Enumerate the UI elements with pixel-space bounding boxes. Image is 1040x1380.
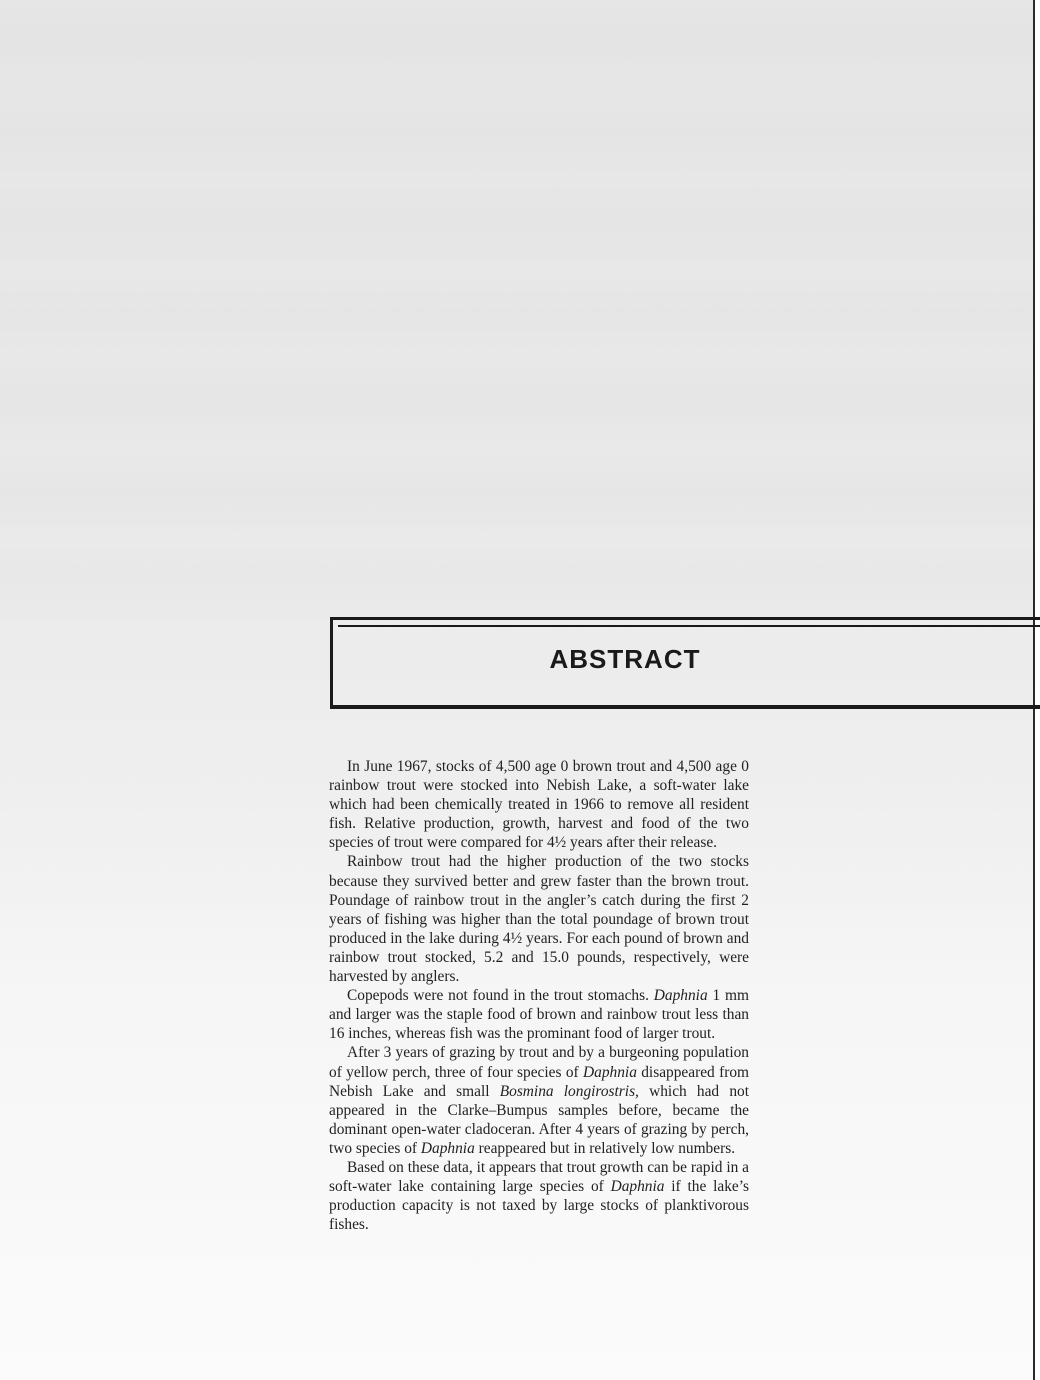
text-run: which had not appeared in the Clarke–Bumpus samples before, became the dominant open-water cladoceran. After 4 years of grazing by perch, two species of: [329, 1082, 749, 1157]
abstract-paragraph: [329, 986, 749, 1043]
text-run: After 3 years of grazing by trout and by a burgeoning population of yellow perch, three of four species of: [329, 1044, 749, 1081]
text-run: In June 1967, stocks of 4,500 age 0 brown trout and 4,500 age 0 rainbow trout were stocked into Nebish Lake, a soft-water lake which had been chemically treated in 1966 to remove all resident fish. Relative production, growth, harvest and food of the two species of trout were compared for 4½ years after their release.: [329, 758, 749, 852]
abstract-paragraph: [329, 757, 749, 852]
abstract-body: [329, 757, 749, 1234]
text-run: Rainbow trout had the higher production of the two stocks because they survived better and grew faster than the brown trout. Poundage of rainbow trout in the angler’s catch during the first 2 years of fishing was higher than the total poundage of brown trout produced in the lake during 4½ years. For each pound of brown and rainbow trout stocked, 5.2 and 15.0 pounds, respectively, were harvested by anglers.: [329, 853, 749, 986]
abstract-heading: ABSTRACT: [549, 644, 701, 674]
italic-term: Bosmina longirostris,: [499, 1082, 639, 1100]
italic-term: Daphnia: [653, 987, 708, 1005]
text-run: Based on these data, it appears that trout growth can be rapid in a soft-water lake containing large species of: [329, 1158, 749, 1196]
italic-term: Daphnia: [420, 1139, 475, 1157]
text-run: disappeared from Nebish Lake and small: [329, 1063, 749, 1100]
abstract-paragraph: [329, 852, 749, 986]
italic-term: Daphnia: [610, 1178, 665, 1196]
scan-background: [0, 0, 1033, 620]
text-run: reappeared but in relatively low numbers.: [474, 1139, 736, 1157]
italic-term: Daphnia: [583, 1063, 637, 1081]
text-run: Copepods were not found in the trout stomachs.: [347, 987, 654, 1005]
text-run: if the lake’s production capacity is not taxed by large stocks of planktivorous fishes.: [329, 1178, 749, 1234]
abstract-paragraph: [329, 1043, 749, 1158]
abstract-paragraph: [329, 1158, 749, 1234]
text-run: 1 mm and larger was the staple food of brown and rainbow trout less than 16 inches, whereas fish was the prominant food of larger trout.: [329, 987, 749, 1043]
